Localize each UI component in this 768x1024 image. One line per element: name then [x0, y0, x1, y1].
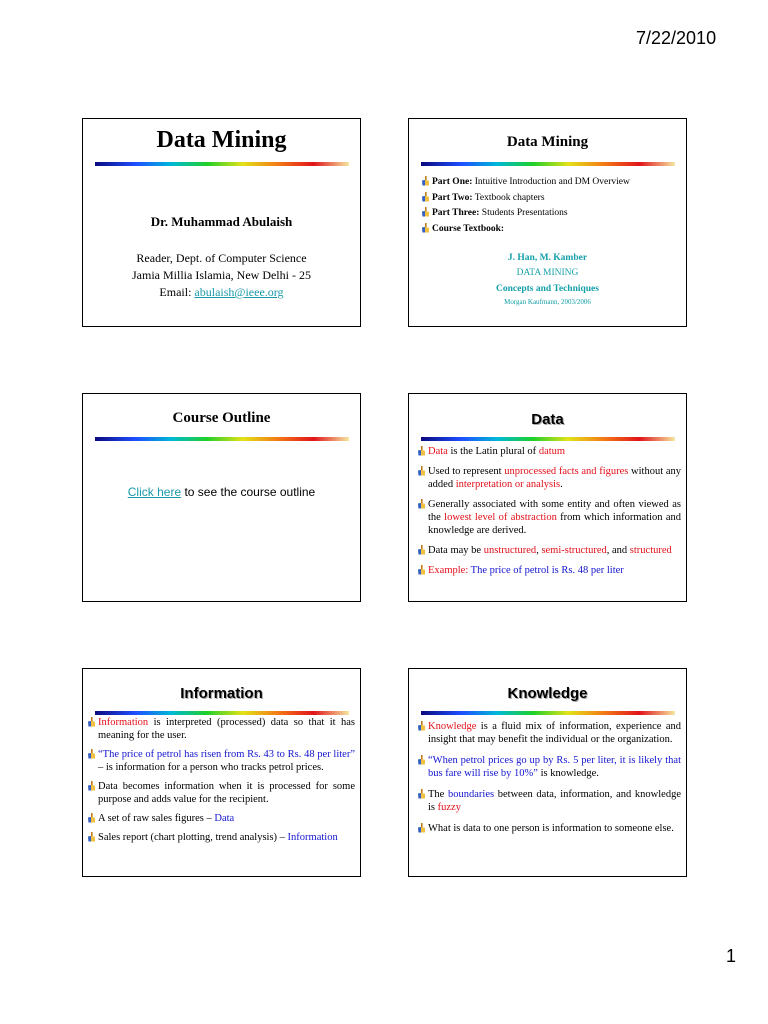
list-item: Part Three: Students Presentations	[421, 206, 676, 222]
print-date: 7/22/2010	[636, 28, 717, 48]
list-item: “When petrol prices go up by Rs. 5 per liter, it is likely that bus fare will rise by 10%” is knowledge.	[417, 754, 681, 780]
list-item: Part One: Intuitive Introduction and DM Overview	[421, 175, 676, 191]
list-item: The boundaries between data, information, and knowledge is fuzzy	[417, 788, 681, 814]
list-item: “The price of petrol has risen from Rs. 43 to Rs. 48 per liter” – is information for a person who tracks petrol prices.	[87, 748, 355, 774]
book-authors: J. Han, M. Kamber	[507, 253, 588, 263]
hand-pointer-icon	[87, 749, 96, 759]
hand-pointer-icon	[87, 813, 96, 823]
rainbow-divider	[421, 711, 675, 715]
hand-pointer-icon	[417, 823, 426, 833]
list-item: Information is interpreted (processed) data so that it has meaning for the user.	[87, 716, 355, 742]
list-item: Data becomes information when it is processed for some purpose and adds value for the recipient.	[87, 780, 355, 806]
data-bullets	[417, 445, 681, 577]
hand-pointer-icon	[417, 545, 426, 555]
hand-pointer-icon	[417, 721, 426, 731]
author-email	[83, 285, 360, 300]
list-item: Generally associated with some entity and often viewed as the lowest level of abstraction from which information and knowledge are derived.	[417, 498, 681, 537]
slide-6-knowledge	[408, 668, 687, 877]
knowledge-bullets	[417, 720, 681, 835]
slide-3-course-outline	[82, 393, 361, 602]
list-item: Data may be unstructured, semi-structured, and structured	[417, 544, 681, 557]
author-affiliation: Jamia Millia Islamia, New Delhi - 25	[132, 268, 311, 282]
slide-title: Course Outline	[172, 410, 271, 426]
rainbow-divider	[95, 162, 349, 166]
slide-1-title	[82, 118, 361, 327]
email-label: Email:	[159, 285, 195, 299]
information-bullets	[87, 716, 355, 844]
list-item: Part Two: Textbook chapters	[421, 191, 676, 207]
slide-title: Knowledge	[507, 685, 588, 702]
page-number: 1	[726, 946, 737, 966]
slide-5-information	[82, 668, 361, 877]
hand-pointer-icon	[421, 207, 430, 217]
hand-pointer-icon	[421, 223, 430, 233]
author-position: Reader, Dept. of Computer Science	[136, 251, 307, 265]
email-link[interactable]: abulaish@ieee.org	[194, 285, 284, 299]
hand-pointer-icon	[87, 717, 96, 727]
hand-pointer-icon	[87, 832, 96, 842]
rainbow-divider	[95, 437, 349, 441]
hand-pointer-icon	[421, 176, 430, 186]
slide-title: Data	[531, 411, 564, 428]
course-outline-rest: to see the course outline	[181, 485, 316, 499]
author-name: Dr. Muhammad Abulaish	[150, 214, 293, 229]
list-item: Data is the Latin plural of datum	[417, 445, 681, 458]
hand-pointer-icon	[417, 446, 426, 456]
course-parts-list	[421, 175, 676, 237]
list-item: Knowledge is a fluid mix of information, experience and insight that may benefit the individual or the organization.	[417, 720, 681, 746]
slide-4-data	[408, 393, 687, 602]
rainbow-divider	[421, 162, 675, 166]
hand-pointer-icon	[87, 781, 96, 791]
hand-pointer-icon	[417, 755, 426, 765]
hand-pointer-icon	[417, 789, 426, 799]
list-item: A set of raw sales figures – Data	[87, 812, 355, 825]
slide-title: Information	[180, 685, 263, 702]
list-item: Sales report (chart plotting, trend analysis) – Information	[87, 831, 355, 844]
slide-title: Data Mining	[506, 134, 589, 150]
list-item: What is data to one person is information to someone else.	[417, 822, 681, 835]
list-item: Course Textbook:	[421, 222, 676, 238]
rainbow-divider	[95, 711, 349, 715]
book-subtitle: Concepts and Techniques	[496, 284, 599, 294]
slide-title: Data Mining	[156, 127, 287, 153]
hand-pointer-icon	[421, 192, 430, 202]
rainbow-divider	[421, 437, 675, 441]
hand-pointer-icon	[417, 499, 426, 509]
hand-pointer-icon	[417, 466, 426, 476]
list-item: Used to represent unprocessed facts and figures without any added interpretation or analysis.	[417, 465, 681, 491]
list-item: Example: The price of petrol is Rs. 48 per liter	[417, 564, 681, 577]
click-here-link[interactable]: Click here	[127, 485, 182, 499]
course-outline-text	[83, 485, 360, 499]
slide-2-overview	[408, 118, 687, 327]
book-title: DATA MINING	[516, 268, 579, 278]
hand-pointer-icon	[417, 565, 426, 575]
book-publisher: Morgan Kaufmann, 2003/2006	[504, 298, 591, 306]
